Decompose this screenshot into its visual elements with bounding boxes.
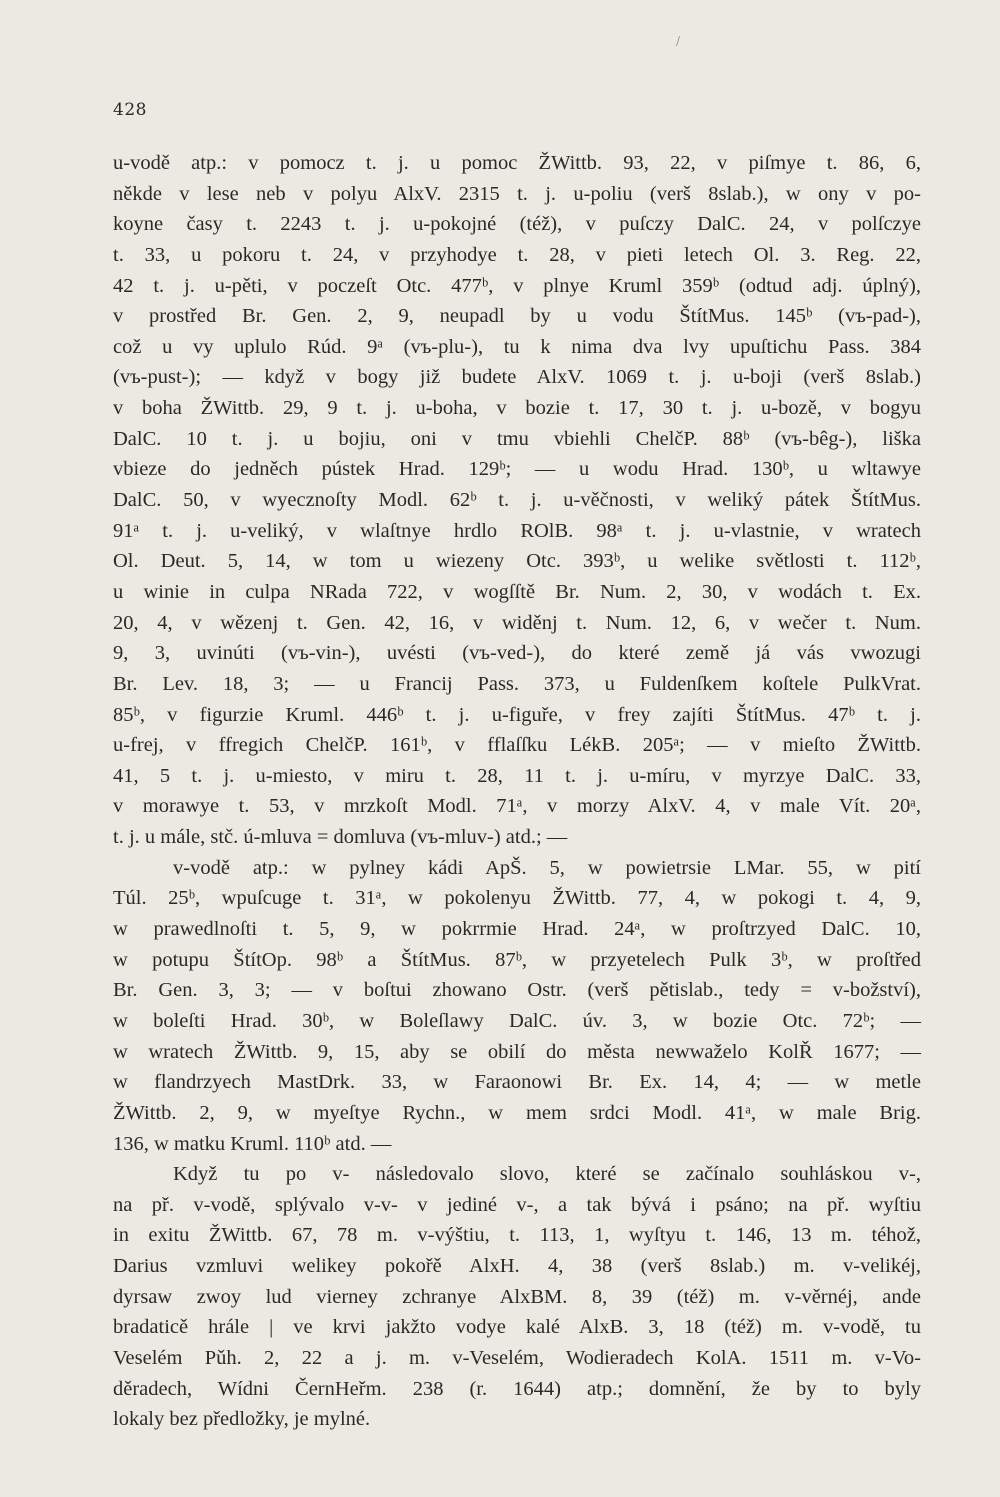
text-line: (vъ-pust-); — když v bogy již budete AlxV. 1069 t. j. u-boji (verš 8slab.) (113, 366, 921, 389)
text-line: 42 t. j. u-pěti, v poczeſt Otc. 477ᵇ, v plnye Kruml 359ᵇ (odtud adj. úplný), (113, 274, 921, 297)
text-line: Když tu po v- následovalo slovo, které se začínalo souhláskou v-, (173, 1163, 921, 1186)
text-line: což u vy uplulo Rúd. 9ᵃ (vъ-plu-), tu k nima dva lvy upuſtichu Pass. 384 (113, 335, 921, 358)
text-line: 136, w matku Kruml. 110ᵇ atd. — (113, 1132, 392, 1155)
stray-mark: / (676, 34, 681, 48)
text-line: u-frej, v ffregich ChelčP. 161ᵇ, v fflaſſku LékB. 205ᵃ; — v mieſto ŽWittb. (113, 734, 921, 757)
text-line: 41, 5 t. j. u-miesto, v miru t. 28, 11 t. j. u-míru, v myrzye DalC. 33, (113, 764, 921, 787)
text-line: 20, 4, v wězenj t. Gen. 42, 16, v widěnj t. Num. 12, 6, v wečer t. Num. (113, 611, 921, 634)
text-line: ŽWittb. 2, 9, w myeſtye Rychn., w mem srdci Modl. 41ᵃ, w male Brig. (113, 1101, 921, 1124)
text-line: u-vodě atp.: v pomocz t. j. u pomoc ŽWittb. 93, 22, v piſmye t. 86, 6, (113, 152, 921, 174)
page-number: 428 (113, 100, 147, 120)
text-line: w prawedlnoſti t. 5, 9, w pokrrmie Hrad. 24ᵃ, w proſtrzyed DalC. 10, (113, 918, 921, 941)
text-line: Túl. 25ᵇ, wpuſcuge t. 31ᵃ, w pokolenyu ŽWittb. 77, 4, w pokogi t. 4, 9, (113, 887, 921, 910)
text-line: na př. v-vodě, splývalo v-v- v jediné v-, a tak bývá i psáno; na př. wyſtiu (113, 1193, 921, 1216)
text-line: Br. Gen. 3, 3; — v boſtui zhowano Ostr. (verš pětislab., tedy = v-božství), (113, 979, 921, 1002)
text-line: t. j. u mále, stč. ú-mluva = domluva (vъ-mluv-) atd.; — (113, 826, 568, 849)
text-line: v morawye t. 53, v mrzkoſt Modl. 71ᵃ, v morzy AlxV. 4, v male Vít. 20ᵃ, (113, 795, 921, 818)
text-line: v-vodě atp.: w pylney kádi ApŠ. 5, w powietrsie LMar. 55, w pití (173, 856, 921, 879)
text-line: dyrsaw zwoy lud vierney zchranye AlxBM. 8, 39 (též) m. v-věrnéj, ande (113, 1285, 921, 1308)
text-line: Veselém Pǔh. 2, 22 a j. m. v-Veselém, Wodieradech KolA. 1511 m. v-Vo- (113, 1346, 921, 1369)
text-line: 91ᵃ t. j. u-veliký, v wlaſtnye hrdlo ROlB. 98ᵃ t. j. u-vlastnie, v wratech (113, 519, 921, 542)
text-line: u winie in culpa NRada 722, v wogſſtě Br. Num. 2, 30, v wodách t. Ex. (113, 580, 921, 603)
text-line: bradaticě hrále | ve krvi jakžto vodye kalé AlxB. 3, 18 (též) m. v-vodě, tu (113, 1316, 921, 1339)
text-line: vbieze do jedněch pústek Hrad. 129ᵇ; — u wodu Hrad. 130ᵇ, u wltawye (113, 458, 921, 481)
text-line: lokaly bez předložky, je mylné. (113, 1408, 371, 1431)
text-line: Darius vzmluvi welikey pokořě AlxH. 4, 38 (verš 8slab.) m. v-velikéj, (113, 1255, 921, 1278)
text-line: v prostřed Br. Gen. 2, 9, neupadl by u vodu ŠtítMus. 145ᵇ (vъ-pad-), (113, 305, 921, 328)
text-line: někde v lese neb v polyu AlxV. 2315 t. j. u-poliu (verš 8slab.), w ony v po- (113, 182, 921, 205)
text-line: v boha ŽWittb. 29, 9 t. j. u-boha, v bozie t. 17, 30 t. j. u-bozě, v bogyu (113, 397, 921, 420)
text-line: Br. Lev. 18, 3; — u Francij Pass. 373, u Fuldenſkem koſtele PulkVrat. (113, 672, 921, 695)
text-line: w flandrzyech MastDrk. 33, w Faraonowi Br. Ex. 14, 4; — w metle (113, 1071, 921, 1094)
text-line: 9, 3, uvinúti (vъ-vin-), uvésti (vъ-ved-), do které země já vás vwozugi (113, 642, 921, 665)
text-line: 85ᵇ, v figurzie Kruml. 446ᵇ t. j. u-figuře, v frey zajíti ŠtítMus. 47ᵇ t. j. (113, 703, 921, 726)
text-line: in exitu ŽWittb. 67, 78 m. v-výštiu, t. 113, 1, wyſtyu t. 146, 13 m. téhož, (113, 1224, 921, 1247)
text-line: DalC. 50, v wyecznoſty Modl. 62ᵇ t. j. u-věčnosti, v weliký pátek ŠtítMus. (113, 489, 921, 512)
text-line: t. 33, u pokoru t. 24, v przyhodye t. 28, v pieti letech Ol. 3. Reg. 22, (113, 243, 921, 266)
text-line: Ol. Deut. 5, 14, w tom u wiezeny Otc. 393ᵇ, u welike světlosti t. 112ᵇ, (113, 550, 921, 573)
text-line: koyne časy t. 2243 t. j. u-pokojné (též), v puſczy DalC. 24, v polſczye (113, 213, 921, 236)
text-line: w boleſti Hrad. 30ᵇ, w Boleſlawy DalC. úv. 3, w bozie Otc. 72ᵇ; — (113, 1009, 921, 1032)
body-text (113, 148, 921, 1435)
text-line: DalC. 10 t. j. u bojiu, oni v tmu vbiehli ChelčP. 88ᵇ (vъ-bêg-), liška (113, 427, 921, 450)
text-line: děradech, Wídni ČernHeřm. 238 (r. 1644) atp.; domnění, že by to byly (113, 1377, 921, 1400)
text-line: w potupu ŠtítOp. 98ᵇ a ŠtítMus. 87ᵇ, w przyetelech Pulk 3ᵇ, w proſtřed (113, 948, 921, 971)
text-line: w wratech ŽWittb. 9, 15, aby se obilí do města newwaželo KolŘ 1677; — (113, 1040, 921, 1063)
